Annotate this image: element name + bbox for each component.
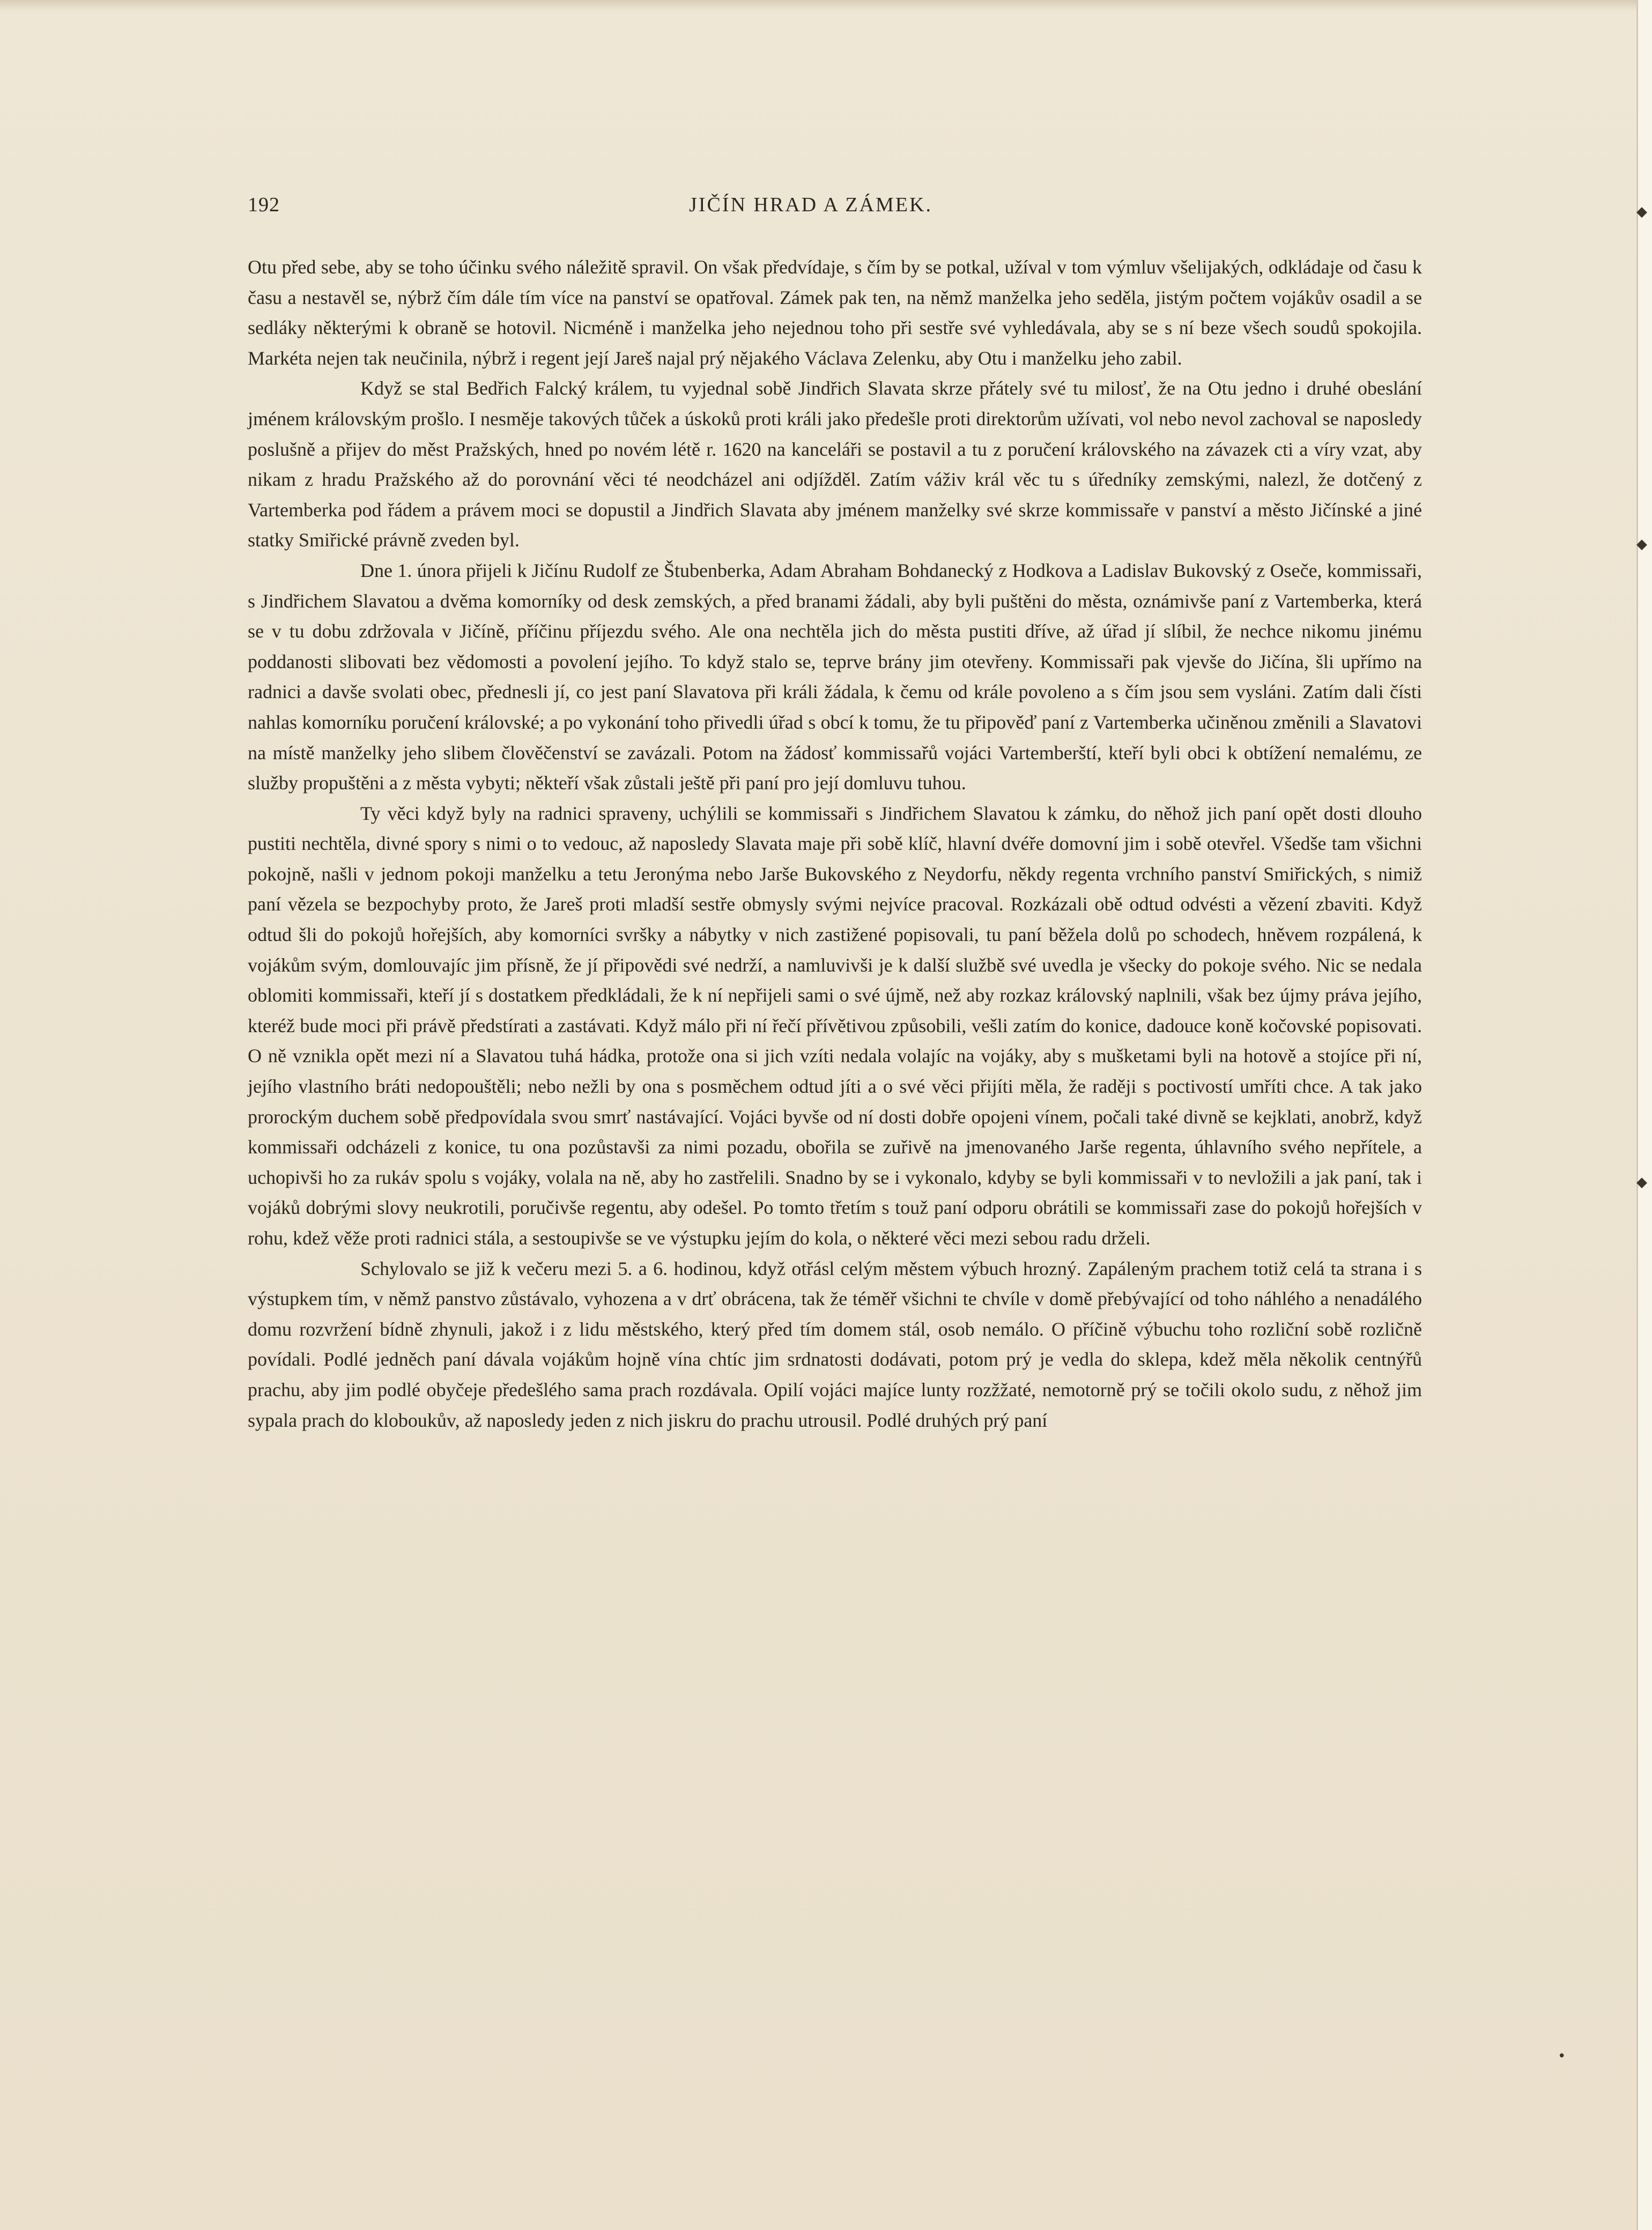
margin-mark-icon: ◆: [1636, 1174, 1647, 1190]
page-header: [248, 193, 1374, 225]
paragraph-3: Dne 1. února přijeli k Jičínu Rudolf ze Štubenberka, Adam Abraham Bohdanecký z Hodkova a Ladislav Bukovský z Oseče, kommissaři, s Jindřichem Slavatou a dvěma komorníky od desk zemských, a před branami žádali, aby byli puštěni do města, oznámivše paní z Vartemberka, která se v tu dobu zdržovala v Jičíně, příčinu příjezdu svého. Ale ona nechtěla jich do města pustiti dříve, až úřad jí slíbil, že nechce nikomu jinému poddanosti slibovati bez vědomosti a povolení jejího. To když stalo se, teprve brány jim otevřeny. Kommissaři pak vjevše do Jičína, šli upřímo na radnici a davše svolati obec, přednesli jí, co jest paní Slavatova při králi žádala, k čemu od krále povoleno a s čím jsou sem vysláni. Zatím dali čísti nahlas komorníku poručení královské; a po vykonání toho přivedli úřad s obcí k tomu, že tu připověď paní z Vartemberka učiněnou změnili a Slavatovi na místě manželky jeho slibem člověčenství se zavázali. Potom na žádosť kommissařů vojáci Vartemberští, kteří byli obci k obtížení nemalému, ze služby propuštěni a z města vybyti; někteří však zůstali ještě při paní pro její domluvu tuhou.: [248, 559, 1422, 794]
paragraph-4: Ty věci když byly na radnici spraveny, uchýlili se kommissaři s Jindřichem Slavatou k zámku, do něhož jich paní opět dosti dlouho pustiti nechtěla, divné spory s nimi o to vedouc, až naposledy Slavata maje při sobě klíč, hlavní dvéře domovní jim i sobě otevřel. Všedše tam všichni pokojně, našli v jednom pokoji manželku a tetu Jeronýma nebo Jarše Bukovského z Neydorfu, někdy regenta vrchního panství Smiřických, s nimiž paní vězela se bezpochyby proto, že Jareš proti mladší sestře obmysly svými nejvíce pracoval. Rozkázali obě odtud odvésti a vězení zbaviti. Když odtud šli do pokojů hořejších, aby komorníci svršky a nábytky v nich zastižené popisovali, tu paní běžela dolů po schodech, hněvem rozpálená, k vojákům svým, domlouvajíc jim přísně, že jí připovědi své nedrží, a namluvivši je k další službě své uvedla je všecky do pokoje svého. Nic se nedala oblomiti kommissaři, kteří jí s dostatkem předkládali, že k ní nepřijeli sami o své újmě, než aby rozkaz královský naplnili, však bez újmy práva jejího, kteréž bude moci při právě předstírati a zastávati. Když málo při ní řečí přívětivou způsobili, vešli zatím do konice, dadouce koně kočovské popisovati. O ně vznikla opět mezi ní a Slavatou tuhá hádka, protože ona si jich vzíti nedala volajíc na vojáky, aby s mušketami byli na hotově a stojíce při ní, jejího vlastního bráti nedopouštěli; nebo nežli by ona s posměchem odtud jíti a o své věci přijíti měla, že raději s poctivostí umříti chce. A tak jako prorockým duchem sobě předpovídala svou smrť nastávající. Vojáci byvše od ní dosti dobře opojeni vínem, počali také divně se kejklati, anobrž, když kommissaři odcházeli z konice, tu ona pozůstavši za nimi pozadu, obořila se zuřivě na jmenovaného Jarše regenta, úhlavního svého nepřítele, a uchopivši ho za rukáv spolu s vojáky, volala na ně, aby ho zastřelili. Snadno by se i vykonalo, kdyby se byli kommissaři v to nevložili a jak paní, tak i vojáků dobrými slovy neukrotili, poručivše regentu, aby odešel. Po tomto třetím s touž paní odporu obrátili se kommissaři zase do pokojů hořejších v rohu, kdež věže proti radnici stála, a sestoupivše se ve výstupku jejím do kola, o některé věci mezi sebou radu drželi.: [248, 802, 1422, 1249]
paragraph-2: Když se stal Bedřich Falcký králem, tu vyjednal sobě Jindřich Slavata skrze přátely své tu milosť, že na Otu jedno i druhé obeslání jménem královským prošlo. I nesměje takových tůček a úskoků proti králi jako předešle proti direktorům užívati, vol nebo nevol zachoval se naposledy poslušně a přijev do měst Pražských, hned po novém létě r. 1620 na kanceláři se postavil a tu z poručení královského na závazek cti a víry vzat, aby nikam z hradu Pražského až do porovnání věci té neodcházel ani odjížděl. Zatím váživ král věc tu s úředníky zemskými, nalezl, že dotčený z Vartemberka pod řádem a právem moci se dopustil a Jindřich Slavata aby jménem manželky své skrze kommissaře v panství a město Jičínské a jiné statky Smiřické právně zveden byl.: [248, 377, 1422, 551]
body-text: [248, 252, 1422, 1435]
margin-mark-icon: ◆: [1636, 536, 1647, 552]
margin-mark-icon: ◆: [1636, 204, 1647, 220]
running-title: JIČÍN HRAD A ZÁMEK.: [689, 194, 932, 216]
paragraph-1: Otu před sebe, aby se toho účinku svého náležitě spravil. On však předvídaje, s čím by se potkal, užíval v tom výmluv všelijakých, odkládaje od času k času a nestavěl se, nýbrž čím dále tím více na panství se opatřoval. Zámek pak ten, na němž manželka jeho seděla, jistým počtem vojákův osadil a se sedláky některými k obraně se hotovil. Nicméně i manželka jeho nejednou toho při sestře své vyhledávala, aby se s ní beze všech soudů spokojila. Markéta nejen tak neučinila, nýbrž i regent její Jareš najal prý nějakého Václava Zelenku, aby Otu i manželku jeho zabil.: [248, 256, 1422, 369]
page-number: 192: [248, 194, 280, 216]
page-edge: [1636, 0, 1652, 2230]
margin-mark-icon: •: [1558, 2048, 1566, 2064]
top-page-shadow: [0, 0, 1652, 12]
paragraph-5: Schylovalo se již k večeru mezi 5. a 6. hodinou, když otřásl celým městem výbuch hrozný. Zapáleným prachem totiž celá ta strana i s výstupkem tím, v němž panstvo zůstávalo, vyhozena a v drť obrácena, tak že téměř všichni te chvíle v domě přebývající od toho náhlého a nenadálého domu rozvržení bídně zhynuli, jakož i z lidu městského, který před tím domem stál, osob nemálo. O příčině výbuchu toho rozliční sobě rozličně povídali. Podlé jedněch paní dávala vojákům hojně vína chtíc jim srdnatosti dodávati, potom prý je vedla do sklepa, kdež měla několik centnýřů prachu, aby jim podlé obyčeje předešlého sama prach rozdávala. Opilí vojáci majíce lunty rozžžaté, nemotorně prý se točili okolo sudu, z něhož jim sypala prach do kloboukův, až naposledy jeden z nich jiskru do prachu utrousil. Podlé druhých prý paní: [248, 1257, 1422, 1431]
